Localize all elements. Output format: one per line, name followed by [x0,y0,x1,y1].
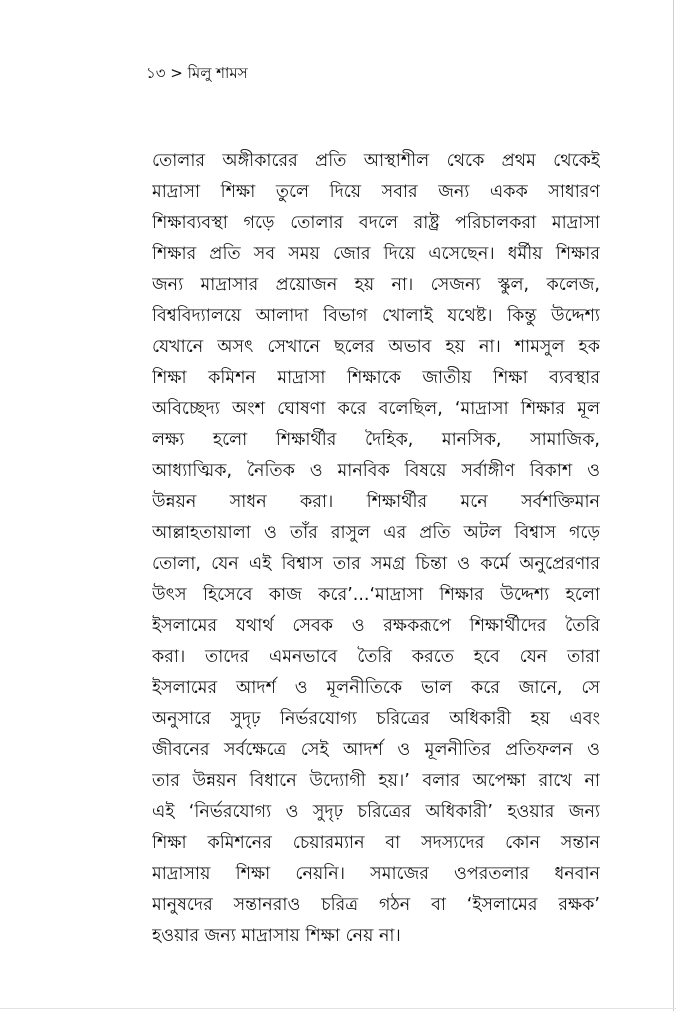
page-edge-right [673,0,674,1011]
text-line: আল্লাহতায়ালা ও তাঁর রাসুল এর প্রতি অটল বিশ্বাস গড়ে [152,523,600,543]
body-paragraph [152,146,600,952]
text-line: শিক্ষাব্যবস্থা গড়ে তোলার বদলে রাষ্ট্র পরিচালকরা মাদ্রাসা [152,213,600,233]
text-line: করা। তাদের এমনভাবে তৈরি করতে হবে যেন তারা [152,647,600,667]
text-line: আধ্যাত্মিক, নৈতিক ও মানবিক বিষয়ে সর্বাঙ্গীণ বিকাশ ও [152,461,600,481]
text-line: উৎস হিসেবে কাজ করে’...‘মাদ্রাসা শিক্ষার উদ্দেশ্য হলো [152,585,600,605]
text-line: মাদ্রাসা শিক্ষা তুলে দিয়ে সবার জন্য একক সাধারণ [152,182,600,202]
text-line: উন্নয়ন সাধন করা। শিক্ষার্থীর মনে সর্বশক্তিমান [152,492,600,512]
text-line: তোলা, যেন এই বিশ্বাস তার সমগ্র চিন্তা ও কর্মে অনুপ্রেরণার [152,554,600,574]
page-edge-bottom [0,1008,676,1009]
text-line-last: হওয়ার জন্য মাদ্রাসায় শিক্ষা নেয় না। [152,926,401,946]
text-line: জন্য মাদ্রাসার প্রয়োজন হয় না। সেজন্য স্কুল, কলেজ, [152,275,600,295]
text-line: অনুসারে সুদৃঢ় নির্ভরযোগ্য চরিত্রের অধিকারী হয় এবং [152,709,600,729]
text-line: ইসলামের যথার্থ সেবক ও রক্ষকরূপে শিক্ষার্থীদের তৈরি [152,616,600,636]
text-line: যেখানে অসৎ সেখানে ছলের অভাব হয় না। শামসুল হক [152,337,600,357]
text-line: জীবনের সর্বক্ষেত্রে সেই আদর্শ ও মূলনীতির প্রতিফলন ও [152,740,600,760]
text-line: তোলার অঙ্গীকারের প্রতি আস্থাশীল থেকে প্রথম থেকেই [152,151,600,171]
text-line: অবিচ্ছেদ্য অংশ ঘোষণা করে বলেছিল, ‘মাদ্রাসা শিক্ষার মূল [152,399,600,419]
text-line: ইসলামের আদর্শ ও মূলনীতিকে ভাল করে জানে, সে [152,678,600,698]
text-line: শিক্ষা কমিশনের চেয়ারম্যান বা সদস্যদের কোন সন্তান [152,833,600,853]
text-line: লক্ষ্য হলো শিক্ষার্থীর দৈহিক, মানসিক, সামাজিক, [152,430,600,450]
text-line: শিক্ষা কমিশন মাদ্রাসা শিক্ষাকে জাতীয় শিক্ষা ব্যবস্থার [152,368,600,388]
text-line: শিক্ষার প্রতি সব সময় জোর দিয়ে এসেছেন। ধর্মীয় শিক্ষার [152,244,600,264]
running-header: ১৩ > মিলু শামস [146,64,248,82]
text-line: তার উন্নয়ন বিধানে উদ্যোগী হয়।’ বলার অপেক্ষা রাখে না [152,771,600,791]
text-line: মানুষদের সন্তানরাও চরিত্র গঠন বা ‘ইসলামের রক্ষক’ [152,895,600,915]
text-line: বিশ্ববিদ্যালয়ে আলাদা বিভাগ খোলাই যথেষ্ট। কিন্তু উদ্দেশ্য [152,306,600,326]
text-line: মাদ্রাসায় শিক্ষা নেয়নি। সমাজের ওপরতলার ধনবান [152,864,600,884]
text-line: এই ‘নির্ভরযোগ্য ও সুদৃঢ় চরিত্রের অধিকারী’ হওয়ার জন্য [152,802,600,822]
